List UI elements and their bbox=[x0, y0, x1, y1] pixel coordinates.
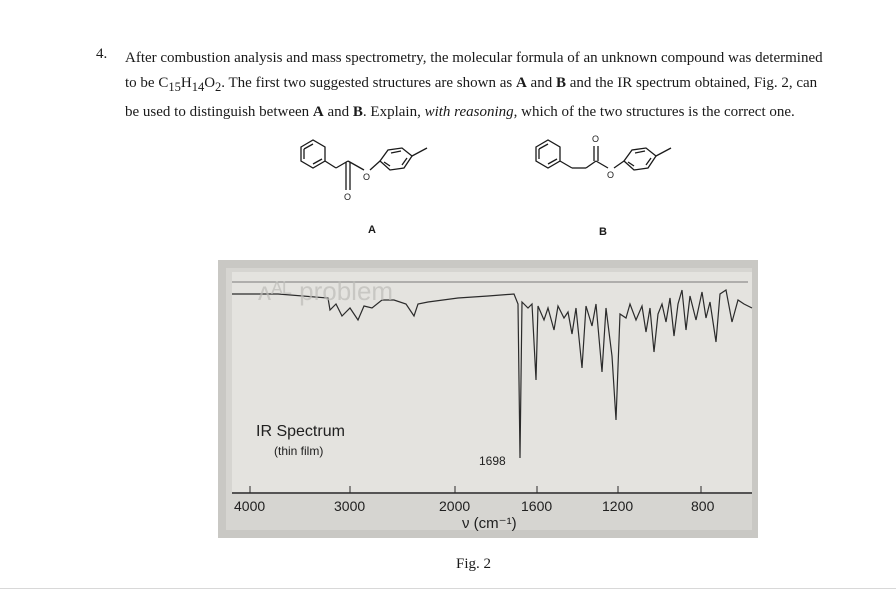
carbonyl-carbon-bond bbox=[586, 161, 596, 168]
methyl-bond bbox=[656, 148, 671, 156]
benzene-ring bbox=[624, 148, 656, 170]
carbonyl-oxygen-label: O bbox=[344, 192, 352, 202]
methyl-bond bbox=[412, 148, 427, 156]
question-line-2: to be $C_{15}H_{14}O_2$. The first two suggested structures are shown as A and B and the IR spectrum obtained, Fig. 2, can bbox=[125, 75, 818, 94]
tick-label: 2000 bbox=[439, 498, 471, 514]
tick-label: 4000 bbox=[234, 498, 266, 514]
spectrum-title: IR Spectrum bbox=[256, 423, 345, 440]
figure-caption: Fig. 2 bbox=[456, 556, 492, 572]
benzene-ring bbox=[380, 148, 412, 170]
peak-label: 1698 bbox=[479, 454, 506, 468]
ir-spectrum-photo bbox=[218, 260, 758, 538]
structure-b-label: B bbox=[599, 226, 607, 238]
tick-label: 1200 bbox=[602, 498, 634, 514]
structure-a bbox=[290, 130, 450, 210]
spectrum-subtitle: (thin film) bbox=[274, 444, 324, 458]
carbonyl-oxygen-label: O bbox=[592, 134, 600, 144]
structure-a-label: A bbox=[368, 224, 376, 236]
tick-label: 800 bbox=[691, 498, 715, 514]
structure-b bbox=[528, 130, 688, 210]
ether-oxygen-label: O bbox=[363, 172, 371, 182]
question-line-3: be used to distinguish between A and B. Explain, with reasoning, which of the two structures is the correct one. bbox=[125, 104, 795, 120]
divider bbox=[0, 588, 896, 589]
question-line-1: After combustion analysis and mass spectrometry, the molecular formula of an unknown compound was determined bbox=[125, 50, 823, 66]
ch2-bond bbox=[560, 161, 572, 168]
tick-label: 1600 bbox=[521, 498, 553, 514]
ether-oxygen-label: O bbox=[607, 170, 615, 180]
question-number: 4. bbox=[96, 46, 108, 62]
tick-label: 3000 bbox=[334, 498, 366, 514]
x-axis-label: ν (cm⁻¹) bbox=[462, 515, 517, 532]
ch2-bond bbox=[325, 161, 336, 168]
question-text bbox=[125, 46, 857, 125]
svg-text:ᴧᴬᴸ problem: ᴧᴬᴸ problem bbox=[258, 276, 394, 306]
